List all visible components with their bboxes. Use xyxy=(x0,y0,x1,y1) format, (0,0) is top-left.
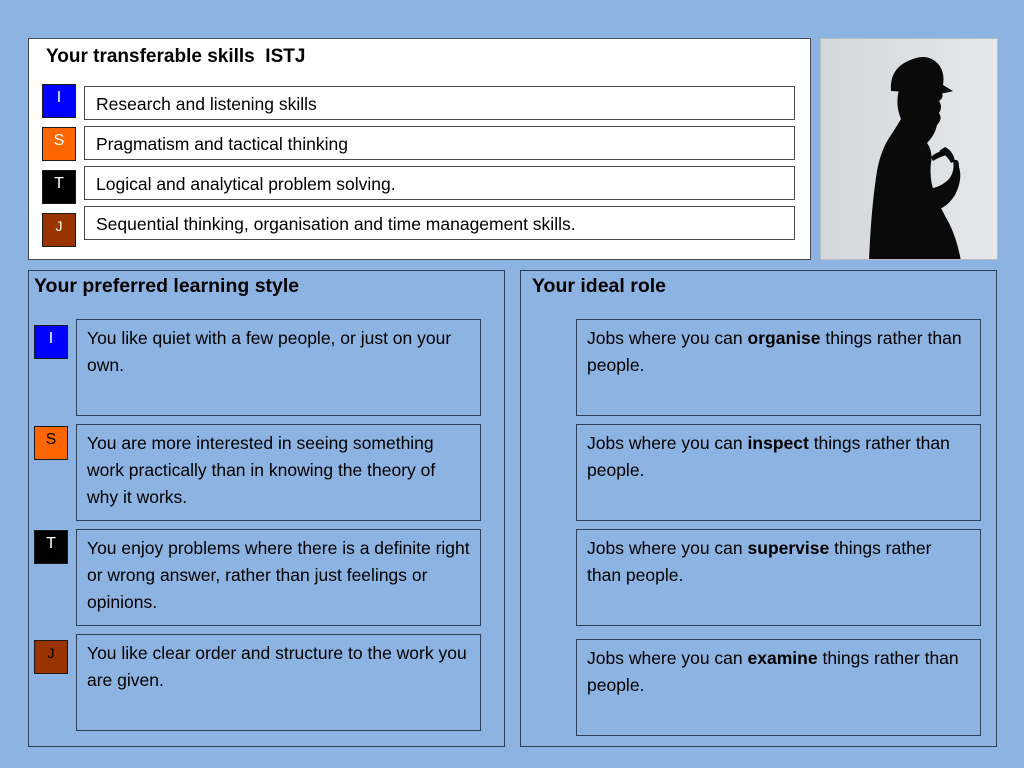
role-suffix: things rather than people. xyxy=(587,433,950,480)
role-suffix: things rather than people. xyxy=(587,648,959,695)
role-verb: examine xyxy=(747,648,818,668)
letter-badge-s: S xyxy=(42,127,76,161)
role-box-supervise xyxy=(576,529,981,626)
skill-row-t: Logical and analytical problem solving. xyxy=(84,166,795,200)
letter-badge-j: J xyxy=(42,213,76,247)
role-verb: supervise xyxy=(747,538,830,558)
letter-badge-t: T xyxy=(42,170,76,204)
learning-letter-s: S xyxy=(34,426,68,460)
role-box-organise xyxy=(576,319,981,416)
role-prefix: Jobs where you can xyxy=(587,648,743,668)
skill-row-j: Sequential thinking, organisation and time management skills. xyxy=(84,206,795,240)
role-box-examine xyxy=(576,639,981,736)
learning-style-title: Your preferred learning style xyxy=(34,275,300,297)
skill-row-i: Research and listening skills xyxy=(84,86,795,120)
learning-box-t: You enjoy problems where there is a definite right or wrong answer, rather than just feelings or opinions. xyxy=(76,529,481,626)
ideal-role-title: Your ideal role xyxy=(532,275,667,297)
learning-letter-j: J xyxy=(34,640,68,674)
learning-box-s: You are more interested in seeing something work practically than in knowing the theory of why it works. xyxy=(76,424,481,521)
role-suffix: things rather than people. xyxy=(587,328,962,375)
skills-title: Your transferable skills ISTJ xyxy=(46,46,306,67)
learning-letter-t: T xyxy=(34,530,68,564)
letter-badge-i: I xyxy=(42,84,76,118)
role-verb: organise xyxy=(747,328,821,348)
skill-row-s: Pragmatism and tactical thinking xyxy=(84,126,795,160)
role-prefix: Jobs where you can xyxy=(587,433,743,453)
role-verb: inspect xyxy=(747,433,809,453)
learning-letter-i: I xyxy=(34,325,68,359)
role-box-inspect xyxy=(576,424,981,521)
role-prefix: Jobs where you can xyxy=(587,538,743,558)
detective-silhouette-icon xyxy=(820,38,998,260)
role-suffix: things rather than people. xyxy=(587,538,932,585)
learning-box-i: You like quiet with a few people, or just on your own. xyxy=(76,319,481,416)
role-prefix: Jobs where you can xyxy=(587,328,743,348)
learning-box-j: You like clear order and structure to the work you are given. xyxy=(76,634,481,731)
